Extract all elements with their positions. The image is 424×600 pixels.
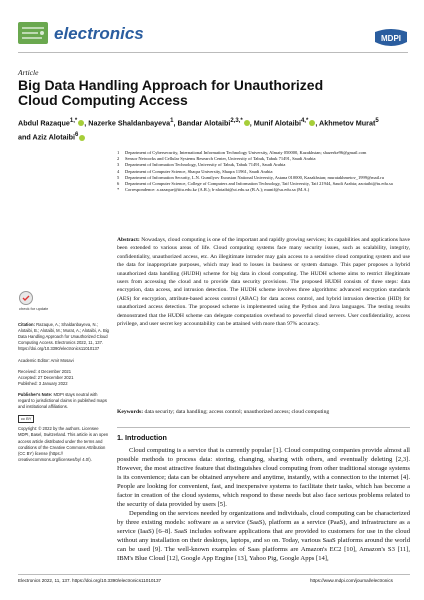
citation-block bbox=[18, 322, 110, 352]
orcid-icon[interactable] bbox=[79, 135, 85, 141]
keywords-text: data security; data handling; access control; unauthorized access; cloud computing bbox=[144, 409, 330, 415]
published-date: Published: 3 January 2022 bbox=[18, 380, 68, 386]
paragraph: Cloud computing is a service that is currently popular [1]. Cloud computing companies provide almost all possible methods to process data: storing, changing, sharing with others, and eventually deleting [2,3]. However, the most attractive feature that distinguishes cloud computing from other traditional storage systems is its convenience; data can be obtained anywhere and anytime, instantly, with a connection to the internet [4]. People are looking for convenient, fast, and inexpensive systems to facilitate their tasks, which has become a factor in creation of the cloud systems, which respond to these needs but also face serious problems related to the security of data provided by users [5]. bbox=[117, 447, 410, 508]
editor-block bbox=[18, 358, 110, 364]
check-for-updates-icon[interactable] bbox=[18, 290, 48, 314]
dates-block bbox=[18, 369, 110, 387]
article-type: Article bbox=[18, 68, 39, 77]
citation-text[interactable]: Razaque, A.; Shaldanbayeva, N.; Alotaibi, B.; Alotaibi, M.; Murat, A.; Alotaibi, A. Big Data Handling Approach for Unauthorized Cloud Computing Access. Electronics 2022, 11, 137. https://doi.org/10.3390/electronics11010137 bbox=[18, 322, 110, 352]
accepted-date: Accepted: 27 December 2021 bbox=[18, 374, 74, 380]
copyright-text: Copyright: © 2022 by the authors. Licensee MDPI, Basel, Switzerland. This article is an open access article distributed under the terms and conditions of the Creative Commons Attribution (CC BY) license (https:// creativecommons.org/licenses/by/ 4.0/). bbox=[18, 426, 109, 462]
journal-name: electronics bbox=[54, 24, 144, 43]
footer-citation[interactable]: Electronics 2022, 11, 137. https://doi.org/10.3390/electronics11010137 bbox=[18, 578, 162, 583]
header-divider bbox=[18, 52, 408, 53]
section-heading: 1. Introduction bbox=[117, 433, 167, 442]
keywords bbox=[117, 408, 410, 416]
affiliation-item: 6 Department of Computer Science, College of Computers and Information Technology, Taif University, Taif 21944, Saudi Arabia; azotaibi@tu.edu.sa bbox=[117, 181, 393, 187]
author-list: Abdul Razaque$^{1,*}$ , Nazerke Shaldanbayeva$^1$, Bandar Alotaibi$^{2,3,*}$ , Munif Alotaibi$^{4,*}$ , Akhmetov Murat$^5$ and Aziz Alotaibi$^6$ bbox=[18, 118, 379, 142]
affiliation-item: 1 Department of Cybersecurity, International Information Technology University, Almaty 050000, Kazakhstan; shazerke96@gmail.com bbox=[117, 150, 367, 155]
orcid-icon[interactable] bbox=[78, 120, 84, 126]
abstract bbox=[117, 236, 410, 328]
received-date: Received: 4 December 2021 bbox=[18, 368, 72, 374]
paragraph: Depending on the services needed by organizations and individuals, cloud computing can be characterized by three existing models: software as a service (SaaS), platform as a service (PaaS), and infrastructure as a service (IaaS) [6–8]. SaaS includes software applications that are provided to customers for use in the cloud without any installation on their desktops, laptops, and so on. Today, various SaaS platforms around the world can be used [9]. The well-known examples of Saas platforms are Amazon's EC2 [10], Amazon's S3 [11], IBM's Blue Cloud [12], Google App Engine [13], Yahoo Pig, Google Apps [14], bbox=[117, 510, 410, 562]
author-name: Nazerke Shaldanbayeva bbox=[88, 118, 171, 128]
publisher-note-label: Publisher's Note: bbox=[18, 391, 53, 397]
publisher-note bbox=[18, 392, 110, 410]
journal-logo-icon bbox=[18, 22, 48, 44]
editor-name: Amir Mosavi bbox=[50, 357, 74, 363]
author-name: and Aziz Alotaibi bbox=[18, 132, 75, 142]
orcid-icon[interactable] bbox=[309, 120, 315, 126]
author-affiliation-marker: 1,* bbox=[69, 118, 78, 124]
author-affiliation-marker: 6 bbox=[74, 132, 79, 139]
cc-by-license-icon[interactable]: cc BY bbox=[18, 415, 34, 423]
affiliation-item: 5 Department of Information Security, L.N. Gumilyov Eurasian National University, Astana 010000, Kazakhstan; muratakhmetov_1999@mail.ru bbox=[117, 174, 385, 180]
affiliation-item: 4 Department of Computer Science, Shaqra University, Shaqra 11961, Saudi Arabia bbox=[117, 168, 273, 174]
publisher-name: MDPI bbox=[381, 34, 401, 43]
author-name: Akhmetov Murat bbox=[319, 118, 376, 128]
sidebar bbox=[18, 290, 110, 468]
editor-label: Academic Editor: bbox=[18, 357, 50, 363]
author-name: Bandar Alotaibi bbox=[177, 118, 231, 128]
article-title: Big Data Handling Approach for Unauthorized Cloud Computing Access bbox=[18, 77, 324, 108]
abstract-text: Nowadays, cloud computing is one of the important and rapidly growing services; its capabilities and applications have been extended to various areas of life. Cloud computing systems face many security issues, such as scalability, integrity, confidentiality, unauthorized access, etc. An illegitimate intruder may gain access to a sensitive cloud computing system and use the data for inappropriate purposes, which may lead to losses in business or system damage. This paper proposes a hybrid unauthorized data handling (HUDH) scheme for big data in cloud computing. The HUDH scheme aims to restrict illegitimate users from accessing the cloud and to provide data security provisions. The proposed HUDH consists of three steps: data encryption, data access, and intrusion detection. The HUDH scheme involves three algorithms: advanced encryption standards (AES) for encryption, attribute-based access control (ABAC) for data access control, and hybrid intrusion detection (HID) for unauthorized access detection. The proposed scheme is implemented using the Python and Java languages. The testing results demonstrated that the HUDH scheme can delegate computation overhead to powerful cloud servers. User confidentiality, access privilege, and user secret key accountability can be attained with more than 97% accuracy. bbox=[117, 237, 410, 328]
abstract-label: Abstract: bbox=[117, 237, 140, 243]
section-divider bbox=[117, 427, 410, 428]
author-affiliation-marker: 2,3,* bbox=[230, 118, 243, 124]
author-name: Munif Alotaibi bbox=[253, 118, 301, 128]
affiliation-item: 3 Department of Information Technology, University of Tabuk, Tabuk 71491, Saudi Arabia bbox=[117, 162, 286, 168]
affiliations bbox=[117, 150, 409, 193]
author-name: Abdul Razaque bbox=[18, 118, 70, 128]
keywords-label: Keywords: bbox=[117, 409, 144, 415]
author-affiliation-marker: 1 bbox=[170, 118, 174, 124]
mdpi-logo-icon bbox=[373, 28, 409, 50]
footer-journal-url[interactable]: https://www.mdpi.com/journal/electronics bbox=[310, 578, 393, 583]
publisher-note-text: MDPI stays neutral with regard to jurisdictional claims in published maps and institutional affiliations. bbox=[18, 391, 107, 410]
orcid-icon[interactable] bbox=[244, 120, 250, 126]
affiliation-item: 2 Sensor Networks and Cellular Systems Research Center, University of Tabuk, Tabuk 71491, Saudi Arabia bbox=[117, 156, 316, 162]
correspondence: * Correspondence: a.razaque@iitu.edu.kz (A.R.); b-alotaibi@ut.edu.sa (B.A.); munif@su.edu.sa (M.A.) bbox=[117, 187, 310, 193]
introduction-body bbox=[117, 446, 410, 563]
check-updates-label: check for updates bbox=[19, 306, 48, 311]
citation-label: Citation: bbox=[18, 322, 35, 328]
author-affiliation-marker: 5 bbox=[375, 118, 379, 124]
footer-divider bbox=[18, 574, 410, 575]
author-affiliation-marker: 4,* bbox=[300, 118, 309, 124]
